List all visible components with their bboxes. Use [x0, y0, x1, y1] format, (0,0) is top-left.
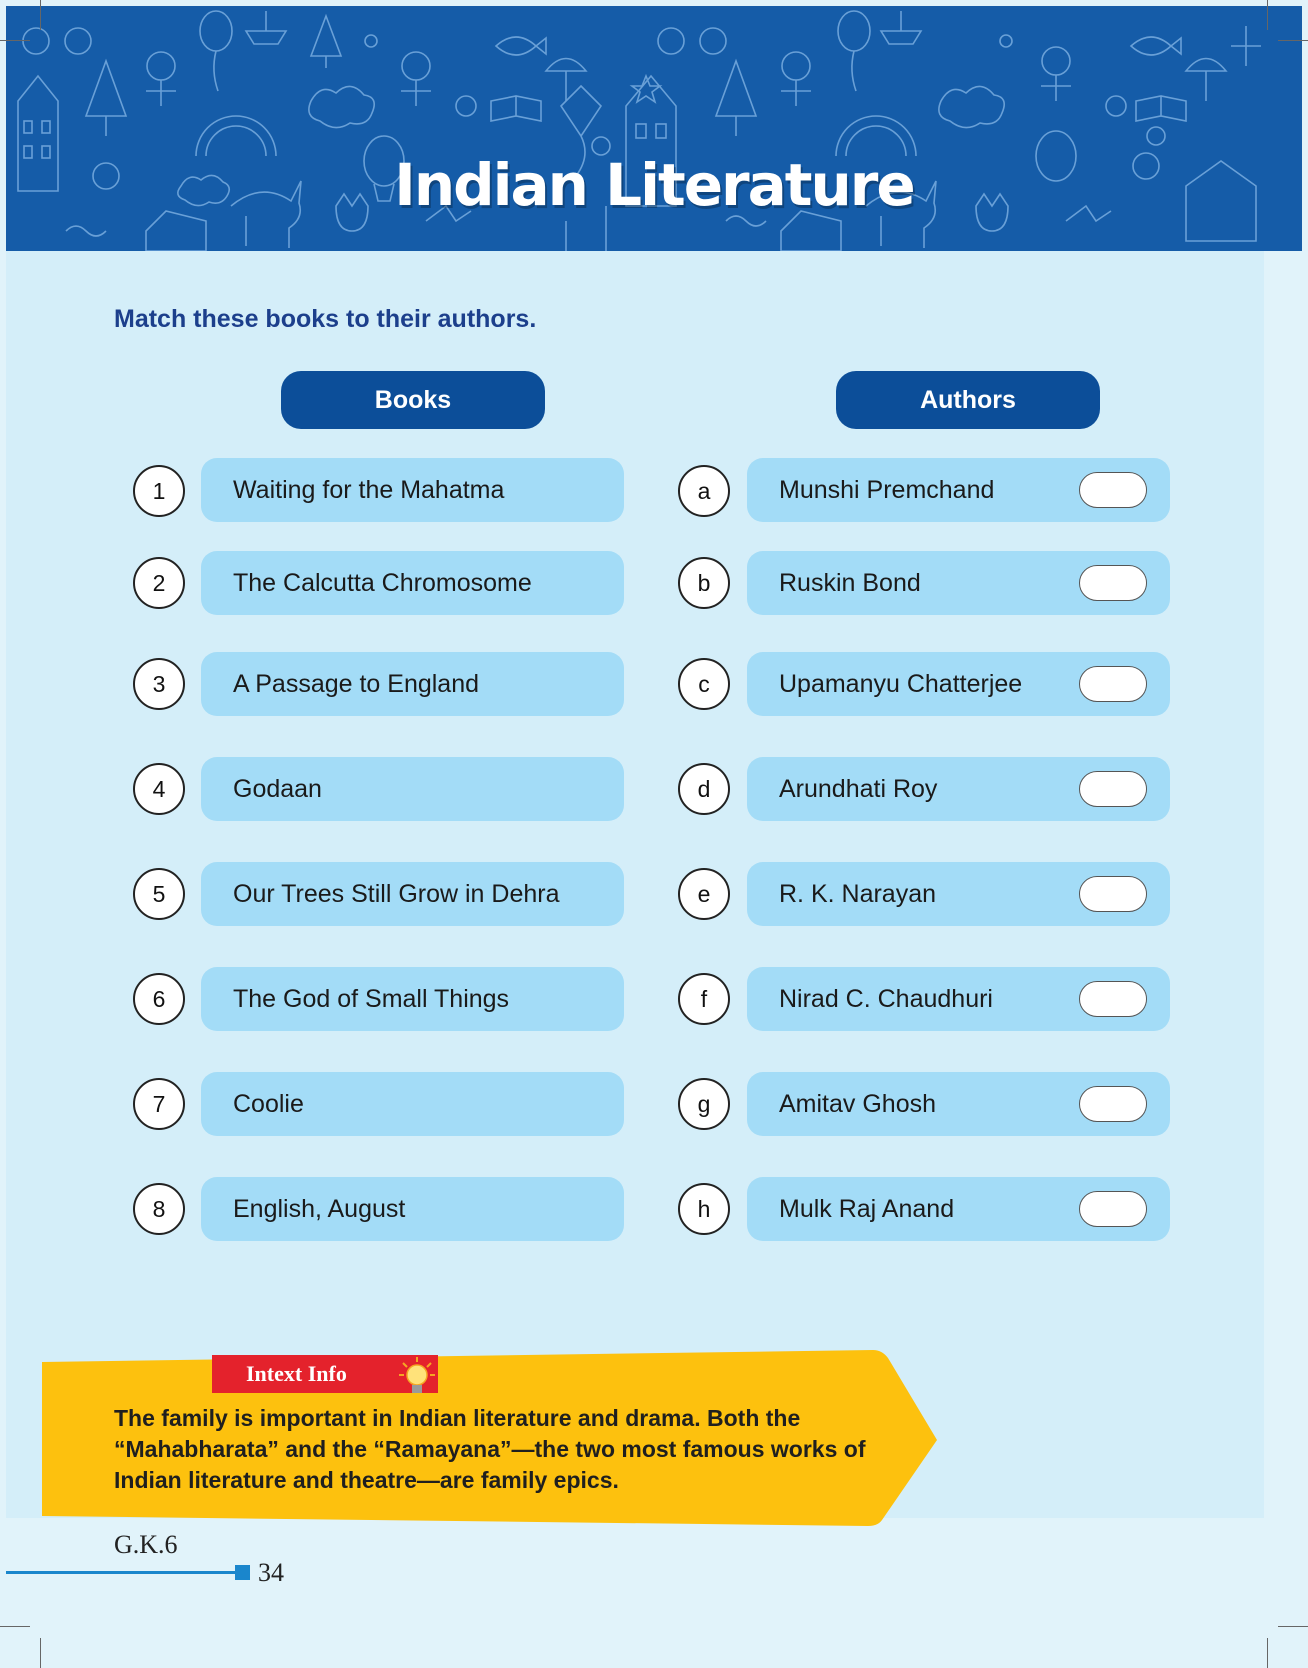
lightbulb-icon [396, 1355, 438, 1397]
crop-mark [1267, 0, 1268, 30]
author-item: Amitav Ghosh [747, 1072, 1170, 1136]
author-letter: g [678, 1078, 730, 1130]
book-number: 5 [133, 868, 185, 920]
book-number: 7 [133, 1078, 185, 1130]
author-item: Upamanyu Chatterjee [747, 652, 1170, 716]
footer-rule [6, 1571, 238, 1574]
book-number: 2 [133, 557, 185, 609]
crop-mark [40, 1638, 41, 1668]
book-item: Coolie [201, 1072, 624, 1136]
books-column-header: Books [281, 371, 545, 429]
author-letter: b [678, 557, 730, 609]
author-item: Nirad C. Chaudhuri [747, 967, 1170, 1031]
book-number: 6 [133, 973, 185, 1025]
author-letter: e [678, 868, 730, 920]
author-letter: a [678, 465, 730, 517]
book-number: 4 [133, 763, 185, 815]
author-item: Munshi Premchand [747, 458, 1170, 522]
crop-mark [0, 1626, 30, 1627]
author-item: Mulk Raj Anand [747, 1177, 1170, 1241]
crop-mark [1278, 40, 1308, 41]
answer-box[interactable] [1079, 981, 1147, 1017]
crop-mark [1267, 1638, 1268, 1668]
author-letter: f [678, 973, 730, 1025]
page-number: 34 [258, 1558, 284, 1587]
answer-box[interactable] [1079, 771, 1147, 807]
book-item: Godaan [201, 757, 624, 821]
answer-box[interactable] [1079, 565, 1147, 601]
crop-mark [0, 40, 30, 41]
footer-marker [235, 1565, 250, 1580]
answer-box[interactable] [1079, 666, 1147, 702]
authors-column-header: Authors [836, 371, 1100, 429]
title-banner [6, 6, 1302, 251]
instruction-text: Match these books to their authors. [114, 305, 537, 333]
author-item: R. K. Narayan [747, 862, 1170, 926]
page-title: Indian Literature [394, 151, 914, 219]
answer-box[interactable] [1079, 472, 1147, 508]
book-item: The Calcutta Chromosome [201, 551, 624, 615]
intext-info-label: Intext Info [212, 1355, 438, 1393]
book-item: The God of Small Things [201, 967, 624, 1031]
book-item: English, August [201, 1177, 624, 1241]
book-title: G.K.6 [114, 1530, 178, 1559]
crop-mark [40, 0, 41, 30]
answer-box[interactable] [1079, 1191, 1147, 1227]
intext-info-text: The family is important in Indian literature and drama. Both the “Mahabharata” and the “Ramayana”—the two most famous works of Indian literature and theatre—are family epics. [114, 1405, 866, 1493]
crop-mark [1278, 1626, 1308, 1627]
author-item: Arundhati Roy [747, 757, 1170, 821]
author-letter: d [678, 763, 730, 815]
book-item: Waiting for the Mahatma [201, 458, 624, 522]
book-item: Our Trees Still Grow in Dehra [201, 862, 624, 926]
answer-box[interactable] [1079, 876, 1147, 912]
author-item: Ruskin Bond [747, 551, 1170, 615]
author-letter: c [678, 658, 730, 710]
book-number: 3 [133, 658, 185, 710]
author-letter: h [678, 1183, 730, 1235]
book-item: A Passage to England [201, 652, 624, 716]
book-number: 1 [133, 465, 185, 517]
answer-box[interactable] [1079, 1086, 1147, 1122]
book-number: 8 [133, 1183, 185, 1235]
